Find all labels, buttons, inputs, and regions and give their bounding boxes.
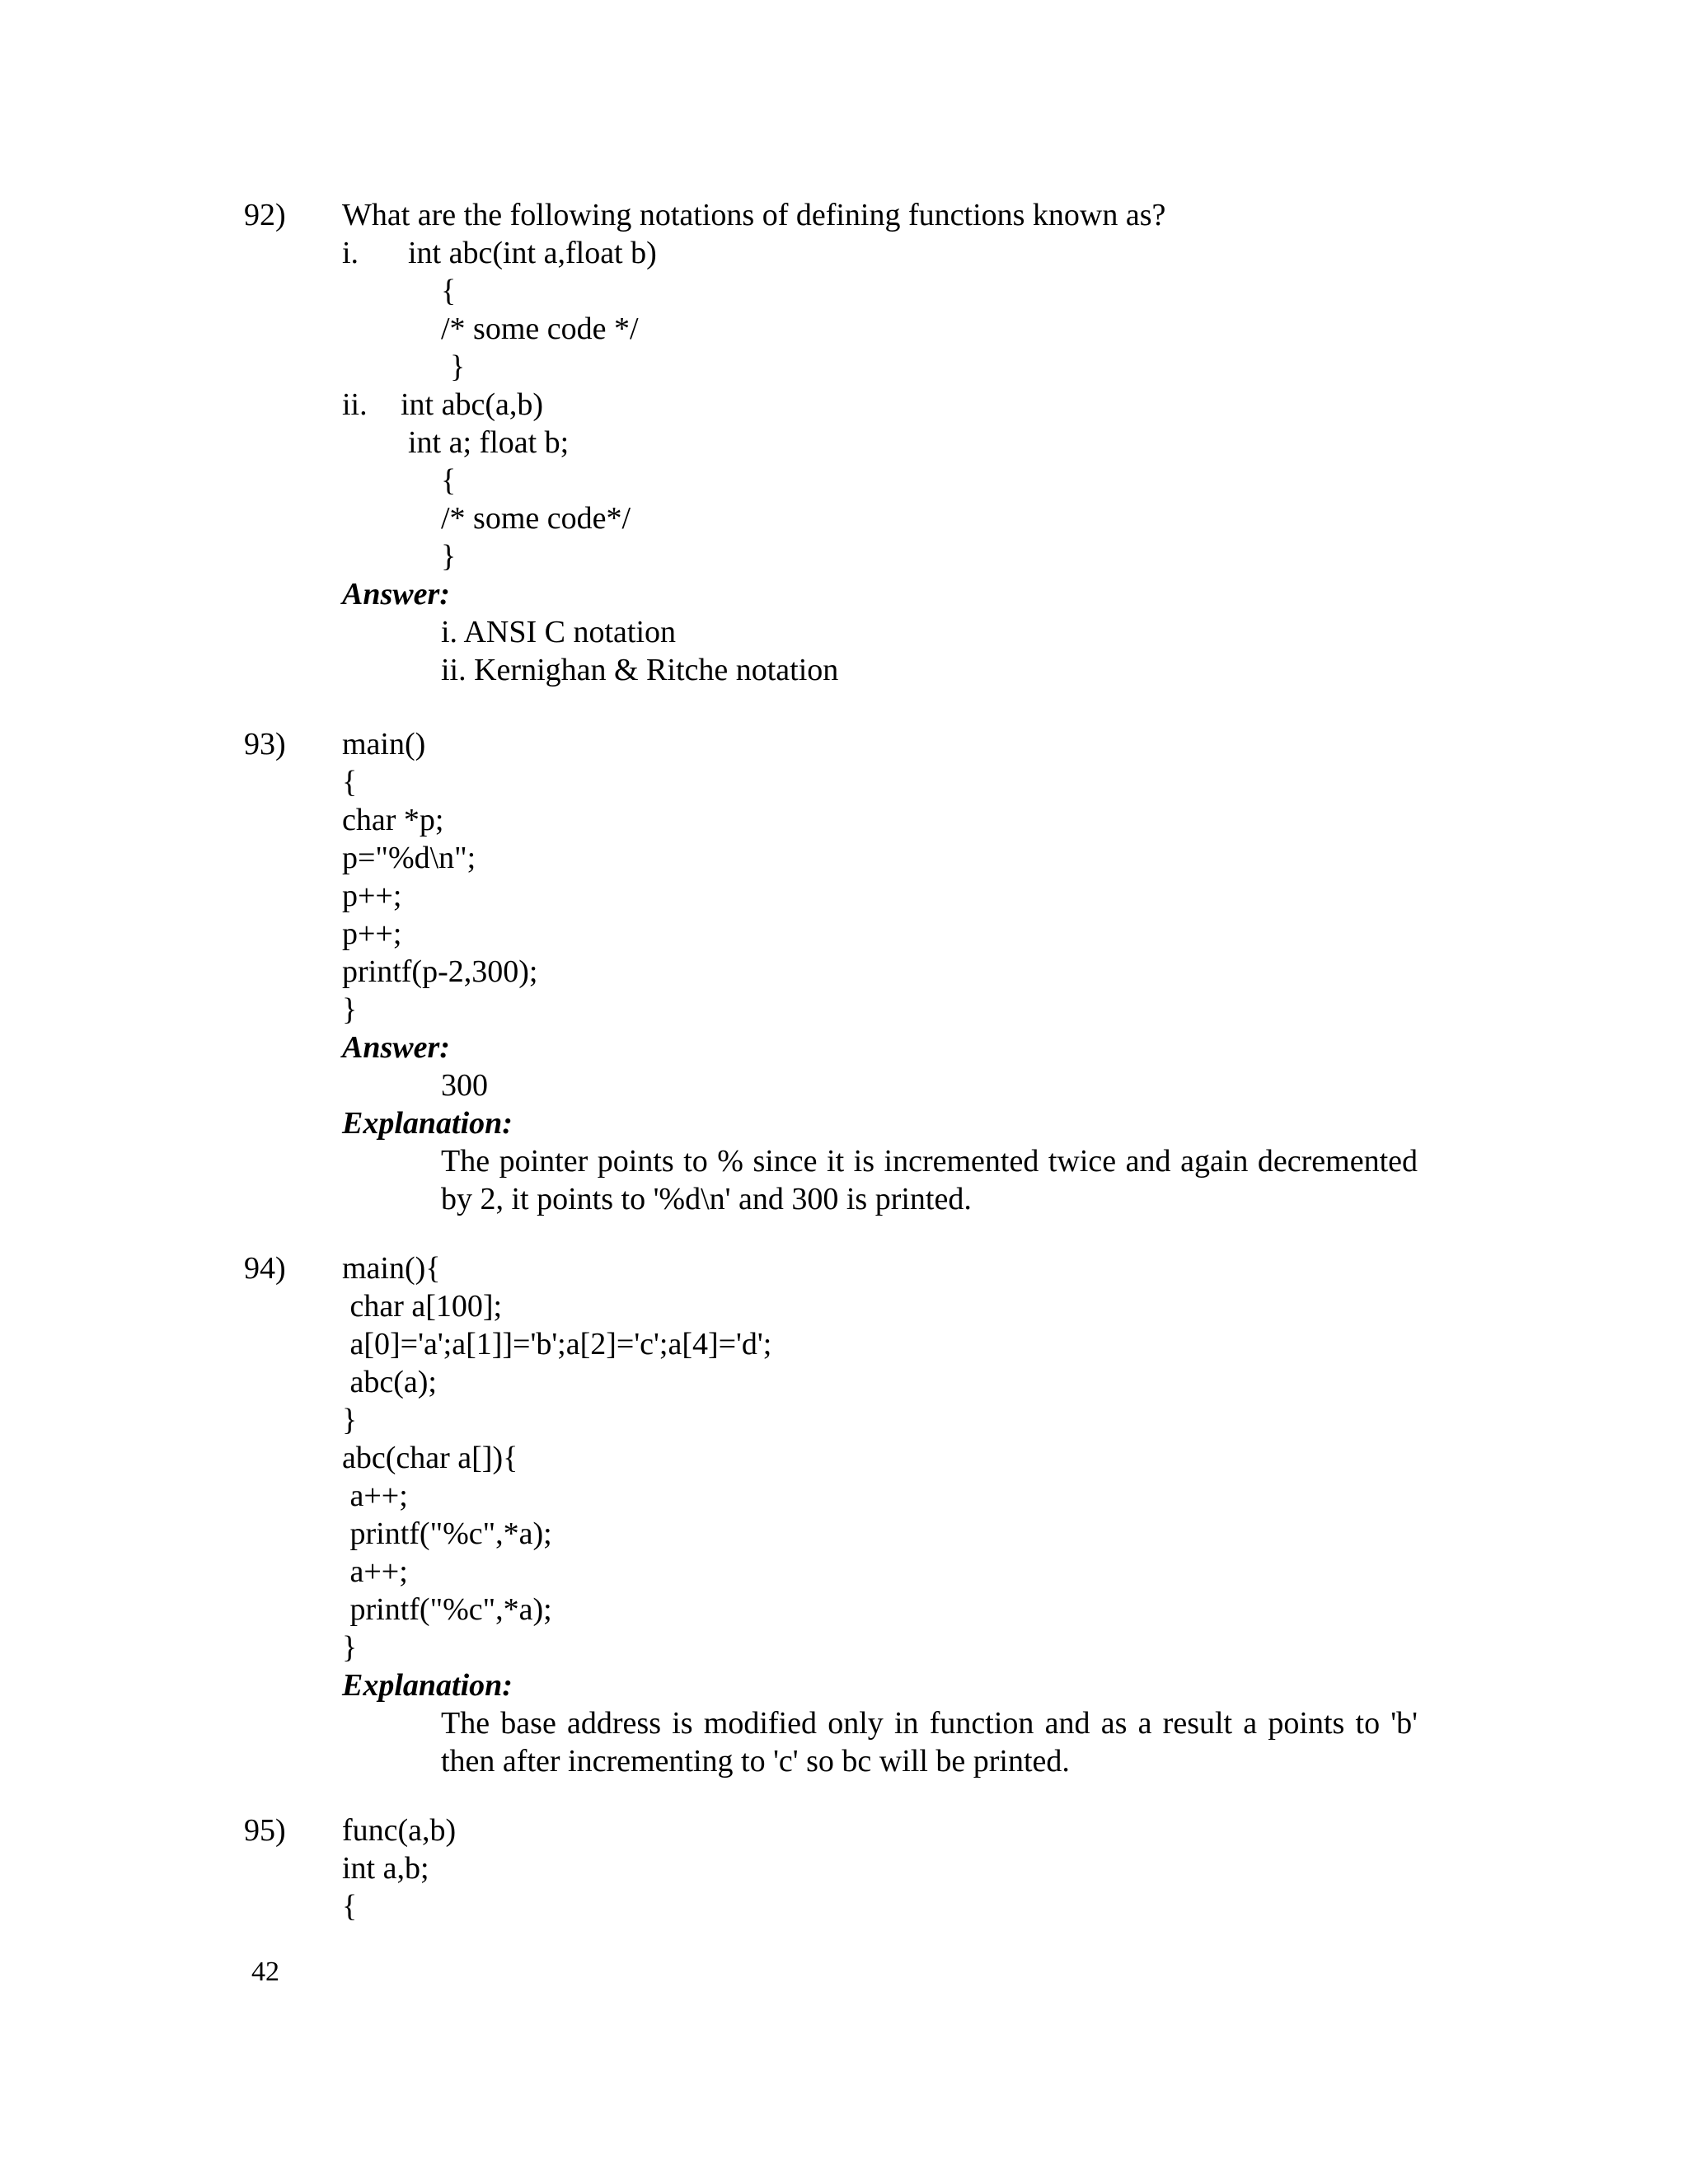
code-line: {: [441, 463, 457, 498]
code-line: }: [342, 1630, 358, 1665]
code-line: int abc(a,b): [401, 387, 544, 422]
explanation-paragraph: The pointer points to % since it is incremented twice and again decremented by 2, it points to '%d\n' and 300 is printed.: [441, 1144, 1418, 1216]
question-95-number: 95): [244, 1813, 286, 1848]
question-93-number: 93): [244, 727, 286, 762]
code-line: char a[100];: [342, 1289, 503, 1324]
answer-heading: Answer:: [342, 577, 450, 612]
code-line: {: [342, 765, 358, 799]
code-line: /* some code*/: [441, 501, 631, 536]
code-line: main(){: [342, 1251, 441, 1286]
code-line: main(): [342, 727, 426, 762]
answer-heading: Answer:: [342, 1030, 450, 1065]
code-line: printf("%c",*a);: [342, 1592, 552, 1627]
code-line: {: [441, 274, 457, 308]
code-line: }: [342, 1403, 358, 1437]
code-line: a[0]='a';a[1]]='b';a[2]='c';a[4]='d';: [342, 1327, 772, 1361]
code-line: /* some code */: [441, 312, 639, 346]
code-line: printf("%c",*a);: [342, 1516, 552, 1551]
code-line: func(a,b): [342, 1813, 457, 1848]
code-line: a++;: [342, 1554, 408, 1589]
code-line: int a; float b;: [408, 425, 570, 460]
code-line: char *p;: [342, 803, 444, 837]
code-line: }: [441, 539, 457, 574]
question-94-number: 94): [244, 1251, 286, 1286]
answer-value: 300: [441, 1068, 488, 1103]
code-line: printf(p-2,300);: [342, 954, 538, 989]
explanation-text: [441, 1142, 1418, 1218]
explanation-paragraph: The base address is modified only in function and as a result a points to 'b' then after incrementing to 'c' so bc will be printed.: [441, 1706, 1418, 1779]
notation-ii-marker: ii.: [342, 387, 368, 422]
code-line: }: [342, 992, 358, 1027]
question-92-text: What are the following notations of defining functions known as?: [342, 198, 1166, 232]
code-line: p++;: [342, 879, 402, 913]
code-line: p="%d\n";: [342, 841, 476, 875]
explanation-heading: Explanation:: [342, 1106, 513, 1141]
answer-line: ii. Kernighan & Ritche notation: [441, 653, 839, 687]
code-line: }: [450, 349, 466, 384]
explanation-heading: Explanation:: [342, 1668, 513, 1703]
code-line: int a,b;: [342, 1851, 429, 1886]
code-line: int abc(int a,float b): [408, 236, 657, 270]
code-line: abc(a);: [342, 1365, 437, 1399]
explanation-text: [441, 1704, 1418, 1780]
answer-line: i. ANSI C notation: [441, 615, 677, 649]
notation-i-marker: i.: [342, 236, 359, 270]
code-line: a++;: [342, 1479, 408, 1513]
code-line: abc(char a[]){: [342, 1441, 518, 1475]
question-92-number: 92): [244, 198, 286, 232]
code-line: {: [342, 1889, 358, 1924]
code-line: p++;: [342, 916, 402, 951]
page-number: 42: [251, 1957, 279, 1987]
